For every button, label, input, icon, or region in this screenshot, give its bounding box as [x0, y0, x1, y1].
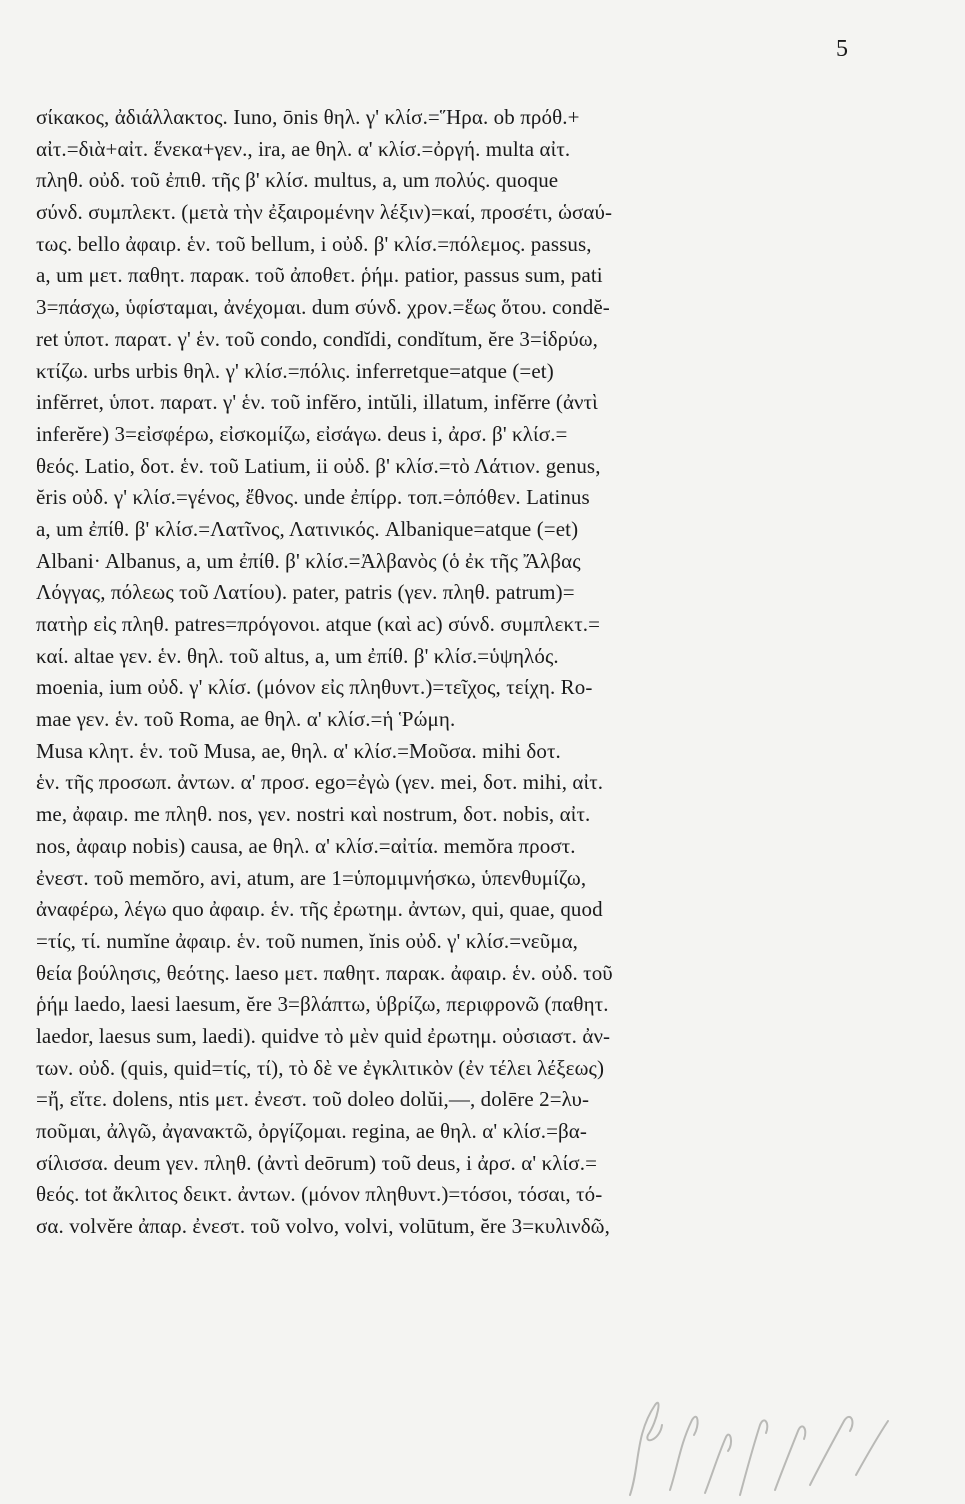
text-line: =τίς, τί. numĭne ἀφαιρ. ἑν. τοῦ numen, ĭnis οὐδ. γ' κλίσ.=νεῦμα, [36, 928, 579, 953]
text-line: Musa κλητ. ἑν. τοῦ Musa, ae, θηλ. α' κλίσ.=Μοῦσα. mihi δοτ. [36, 738, 561, 763]
text-line: ποῦμαι, ἀλγῶ, ἀγανακτῶ, ὀργίζομαι. regina, ae θηλ. α' κλίσ.=βα- [36, 1119, 587, 1143]
text-line: καί. altae γεν. ἑν. θηλ. τοῦ altus, a, um ἐπίθ. β' κλίσ.=ὑψηλός. [36, 643, 559, 668]
text-line: πατὴρ εἰς πληθ. patres=πρόγονοι. atque (καὶ ac) σύνδ. συμπλεκτ.= [36, 612, 601, 636]
text-line: ret ὑποτ. παρατ. γ' ἑν. τοῦ condo, condĭdi, condĭtum, ĕre 3=ἱδρύω, [36, 326, 599, 351]
text-line: των. οὐδ. (quis, quid=τίς, τί), τὸ δὲ ve ἐγκλιτικὸν (ἐν τέλει λέξεως) [36, 1055, 605, 1080]
text-line: θεός. tot ἄκλιτος δεικτ. ἀντων. (μόνον πληθυντ.)=τόσοι, τόσαι, τό- [36, 1182, 603, 1207]
text-line: a, um μετ. παθητ. παρακ. τοῦ ἀποθετ. ῥήμ. patior, passus sum, pati [36, 263, 603, 288]
text-line: laedor, laesus sum, laedi). quidve τὸ μὲν quid ἐρωτημ. οὐσιαστ. ἀν- [36, 1023, 611, 1048]
text-line: πληθ. οὐδ. τοῦ ἐπιθ. τῆς β' κλίσ. multus, a, um πολύς. quoque [36, 168, 559, 193]
text-line: σα. volvĕre ἀπαρ. ἐνεστ. τοῦ volvo, volvi, volūtum, ĕre 3=κυλινδῶ, [36, 1214, 610, 1239]
text-line: =ἤ, εἴτε. dolens, ntis μετ. ἐνεστ. τοῦ doleo dolŭi,—, dolēre 2=λυ- [36, 1087, 590, 1112]
text-line: τως. bello ἀφαιρ. ἑν. τοῦ bellum, i οὐδ. β' κλίσ.=πόλεμος. passus, [36, 231, 592, 256]
text-line: σύνδ. συμπλεκτ. (μετὰ τὴν ἐξαιρομένην λέξιν)=καί, προσέτι, ὡσαύ- [36, 200, 613, 225]
text-line: inferĕre) 3=εἰσφέρω, εἰσκομίζω, εἰσάγω. deus i, ἀρσ. β' κλίσ.= [36, 421, 568, 446]
text-line: mae γεν. ἑν. τοῦ Roma, ae θηλ. α' κλίσ.=ἡ Ῥώμη. [36, 707, 456, 732]
handwriting-scribble-icon [600, 1325, 920, 1500]
text-line: Λόγγας, πόλεως τοῦ Λατίου). pater, patris (γεν. πληθ. patrum)= [36, 580, 575, 605]
dictionary-text [36, 102, 896, 1243]
text-line: moenia, ium οὐδ. γ' κλίσ. (μόνον εἰς πληθυντ.)=τεῖχος, τείχη. Ro- [36, 675, 593, 700]
text-line: κτίζω. urbs urbis θηλ. γ' κλίσ.=πόλις. inferretque=atque (=et) [36, 358, 554, 383]
text-line: σίκακος, ἀδιάλλακτος. Iuno, ōnis θηλ. γ' κλίσ.=Ἥρα. ob πρόθ.+ [36, 105, 580, 129]
text-line: ἑν. τῆς προσωπ. ἀντων. α' προσ. ego=ἐγὼ (γεν. mei, δοτ. mihi, αἰτ. [36, 770, 604, 795]
text-line: a, um ἐπίθ. β' κλίσ.=Λατῖνος, Λατινικός. Albanique=atque (=et) [36, 516, 579, 541]
text-line: 3=πάσχω, ὑφίσταμαι, ἀνέχομαι. dum σύνδ. χρον.=ἕως ὅτου. condĕ- [36, 295, 610, 320]
text-line: αἰτ.=διὰ+αἰτ. ἕνεκα+γεν., ira, ae θηλ. α' κλίσ.=ὀργή. multa αἰτ. [36, 136, 571, 161]
text-line: σίλισσα. deum γεν. πληθ. (ἀντὶ deōrum) τοῦ deus, i ἀρσ. α' κλίσ.= [36, 1150, 598, 1175]
text-line: infĕrret, ὑποτ. παρατ. γ' ἑν. τοῦ infĕro, intŭli, illatum, infĕrre (ἀντὶ [36, 390, 598, 415]
text-line: nos, ἀφαιρ nobis) causa, ae θηλ. α' κλίσ.=αἰτία. memŏra προστ. [36, 833, 576, 858]
text-line: ἐνεστ. τοῦ memŏro, avi, atum, are 1=ὑπομιμνήσκω, ὑπενθυμίζω, [36, 865, 587, 890]
text-line: ῥήμ laedo, laesi laesum, ĕre 3=βλάπτω, ὑβρίζω, περιφρονῶ (παθητ. [36, 992, 609, 1017]
text-line: ἀναφέρω, λέγω quo ἀφαιρ. ἑν. τῆς ἐρωτημ. ἀντων, qui, quae, quod [36, 897, 603, 922]
text-line: me, ἀφαιρ. me πληθ. nos, γεν. nostri καὶ nostrum, δοτ. nobis, αἰτ. [36, 802, 591, 827]
text-line: θεία βούλησις, θεότης. laeso μετ. παθητ. παρακ. ἀφαιρ. ἑν. οὐδ. τοῦ [36, 960, 613, 985]
text-line: θεός. Latio, δοτ. ἑν. τοῦ Latium, ii οὐδ. β' κλίσ.=τὸ Λάτιον. genus, [36, 453, 601, 478]
pencil-handwriting [600, 1325, 920, 1500]
page-number: 5 [836, 36, 848, 62]
text-line: Albani· Albanus, a, um ἐπίθ. β' κλίσ.=Ἀλβανὸς (ὁ ἐκ τῆς Ἄλβας [36, 548, 581, 573]
text-line: ĕris οὐδ. γ' κλίσ.=γένος, ἔθνος. unde ἐπίρρ. τοπ.=ὁπόθεν. Latinus [36, 485, 590, 510]
